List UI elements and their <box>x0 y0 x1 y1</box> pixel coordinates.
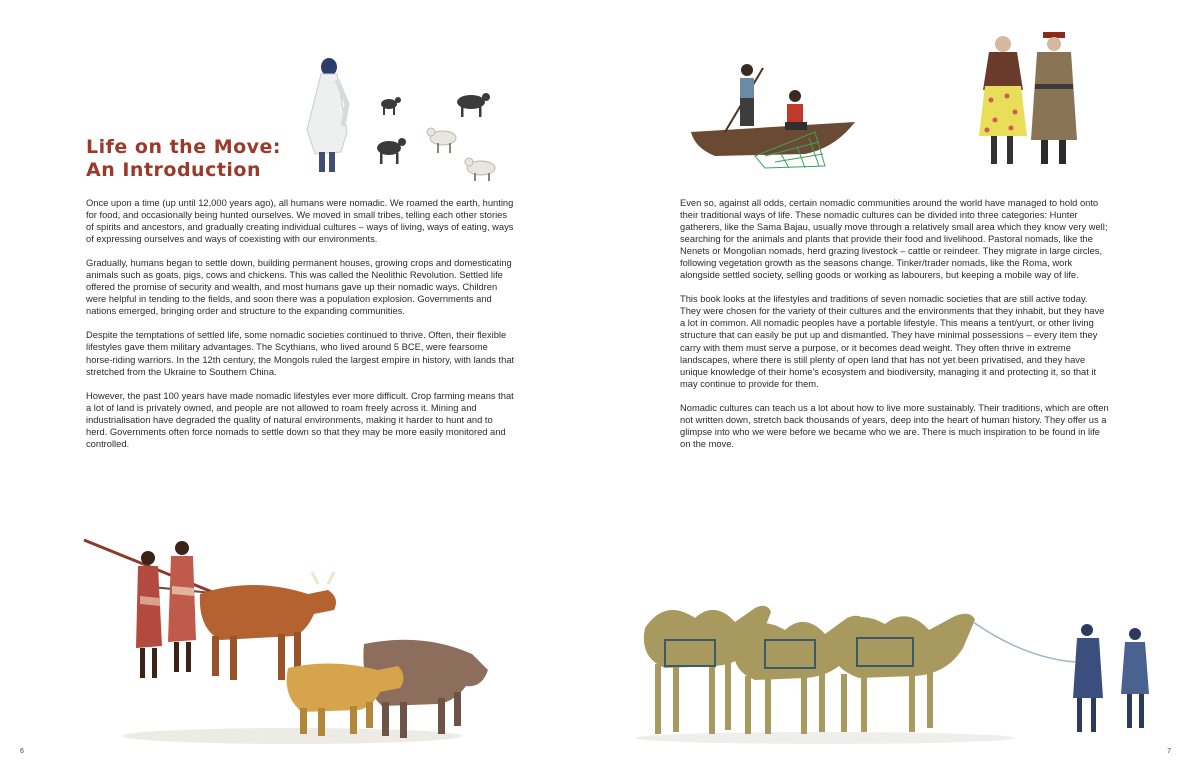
paragraph: Even so, against all odds, certain nomadic communities around the world have managed to hold onto their traditional ways of life. These nomadic cultures can be divided into three categories: Hunter gatherers, like the Sama Bajau, usually move through a relatively small area which they know very well; searching for the animals and plants that provide their food and livelihood. Pastoral nomads, like the Nenets or Mongolian nomads, herd grazing livestock – cattle or reindeer. They migrate in large circles, following vegetation growth as the seasons change. Tinker/trader nomads, like the Roma, work alongside settled society, selling goods or working as labourers, but keeping a mobile way of life. <box>680 198 1108 281</box>
title-line-2: An Introduction <box>86 159 262 181</box>
couple-illustration <box>973 30 1093 170</box>
herders-with-cattle-illustration <box>82 536 502 751</box>
boat-fishermen-illustration <box>685 58 865 170</box>
paragraph: Gradually, humans began to settle down, building permanent houses, growing crops and domesticating animals such as goats, pigs, cows and chickens. This was called the Neolithic Revolution. Settled life offered the promise of security and wealth, and most humans gave up their nomadic ways. Children were helpful in tending to the fields, and soon there was a population explosion. Governments and nations emerged, bringing order and structure to the expanding communities. <box>86 258 512 317</box>
paragraph: Once upon a time (up until 12,000 years ago), all humans were nomadic. We roamed the earth, hunting for food, and occasionally being hunted ourselves. We moved in small tribes, telling each other stories of spirits and ancestors, and gradually creating individual cultures – ways of living, ways of eating, ways of expressing ourselves and ways of coexisting with our environments. <box>86 198 514 245</box>
page-number: 7 <box>1167 748 1171 755</box>
shepherd-with-flock-illustration <box>285 52 505 182</box>
page-number: 6 <box>20 748 24 755</box>
paragraph: Nomadic cultures can teach us a lot about how to live more sustainably. Their traditions, which are often not written down, stretch back thousands of years, deep into the heart of human history. They offer us a glimpse into who we were before we became who we are. There is much inspiration to be found in life on the move. <box>680 402 1109 449</box>
page-title <box>86 136 281 182</box>
paragraph: Despite the temptations of settled life, some nomadic societies continued to thrive. Often, their flexible lifestyles gave them military advantages. The Scythians, who lived around 5 BCE, were fearsome horse-riding warriors. In the 12th century, the Mongols ruled the largest empire in history, with lands that stretched from the Ukraine to Southern China. <box>86 330 515 377</box>
camel-caravan-illustration <box>625 588 1165 748</box>
title-line-1: Life on the Move: <box>86 136 282 158</box>
left-body-text <box>86 197 516 462</box>
paragraph: However, the past 100 years have made nomadic lifestyles ever more difficult. Crop farming means that a lot of land is privately owned, and people are not allowed to roam freely across it. Mining and industrialisation have degraded the quality of natural environments, making it harder to hunt and to herd. Governments often force nomads to settle down so that they may be more easily monitored and controlled. <box>86 390 514 449</box>
right-body-text <box>680 197 1110 462</box>
paragraph: This book looks at the lifestyles and traditions of seven nomadic societies that are still active today. They were chosen for the variety of their cultures and the environments that they inhabit, but they have a lot in common. All nomadic peoples have a portable lifestyle. This means a tent/yurt, or other living structure that can easily be put up and dismantled. They have minimal possessions – every item they carry with them must serve a purpose, or it becomes dead weight. They often thrive in extreme landscapes, where there is still plenty of open land that has not yet been privatised, and they have unique knowledge of their home's ecosystem and biodiversity, managing it and protecting it, so that it may continue to provide for them. <box>680 294 1105 389</box>
right-page <box>595 0 1190 773</box>
